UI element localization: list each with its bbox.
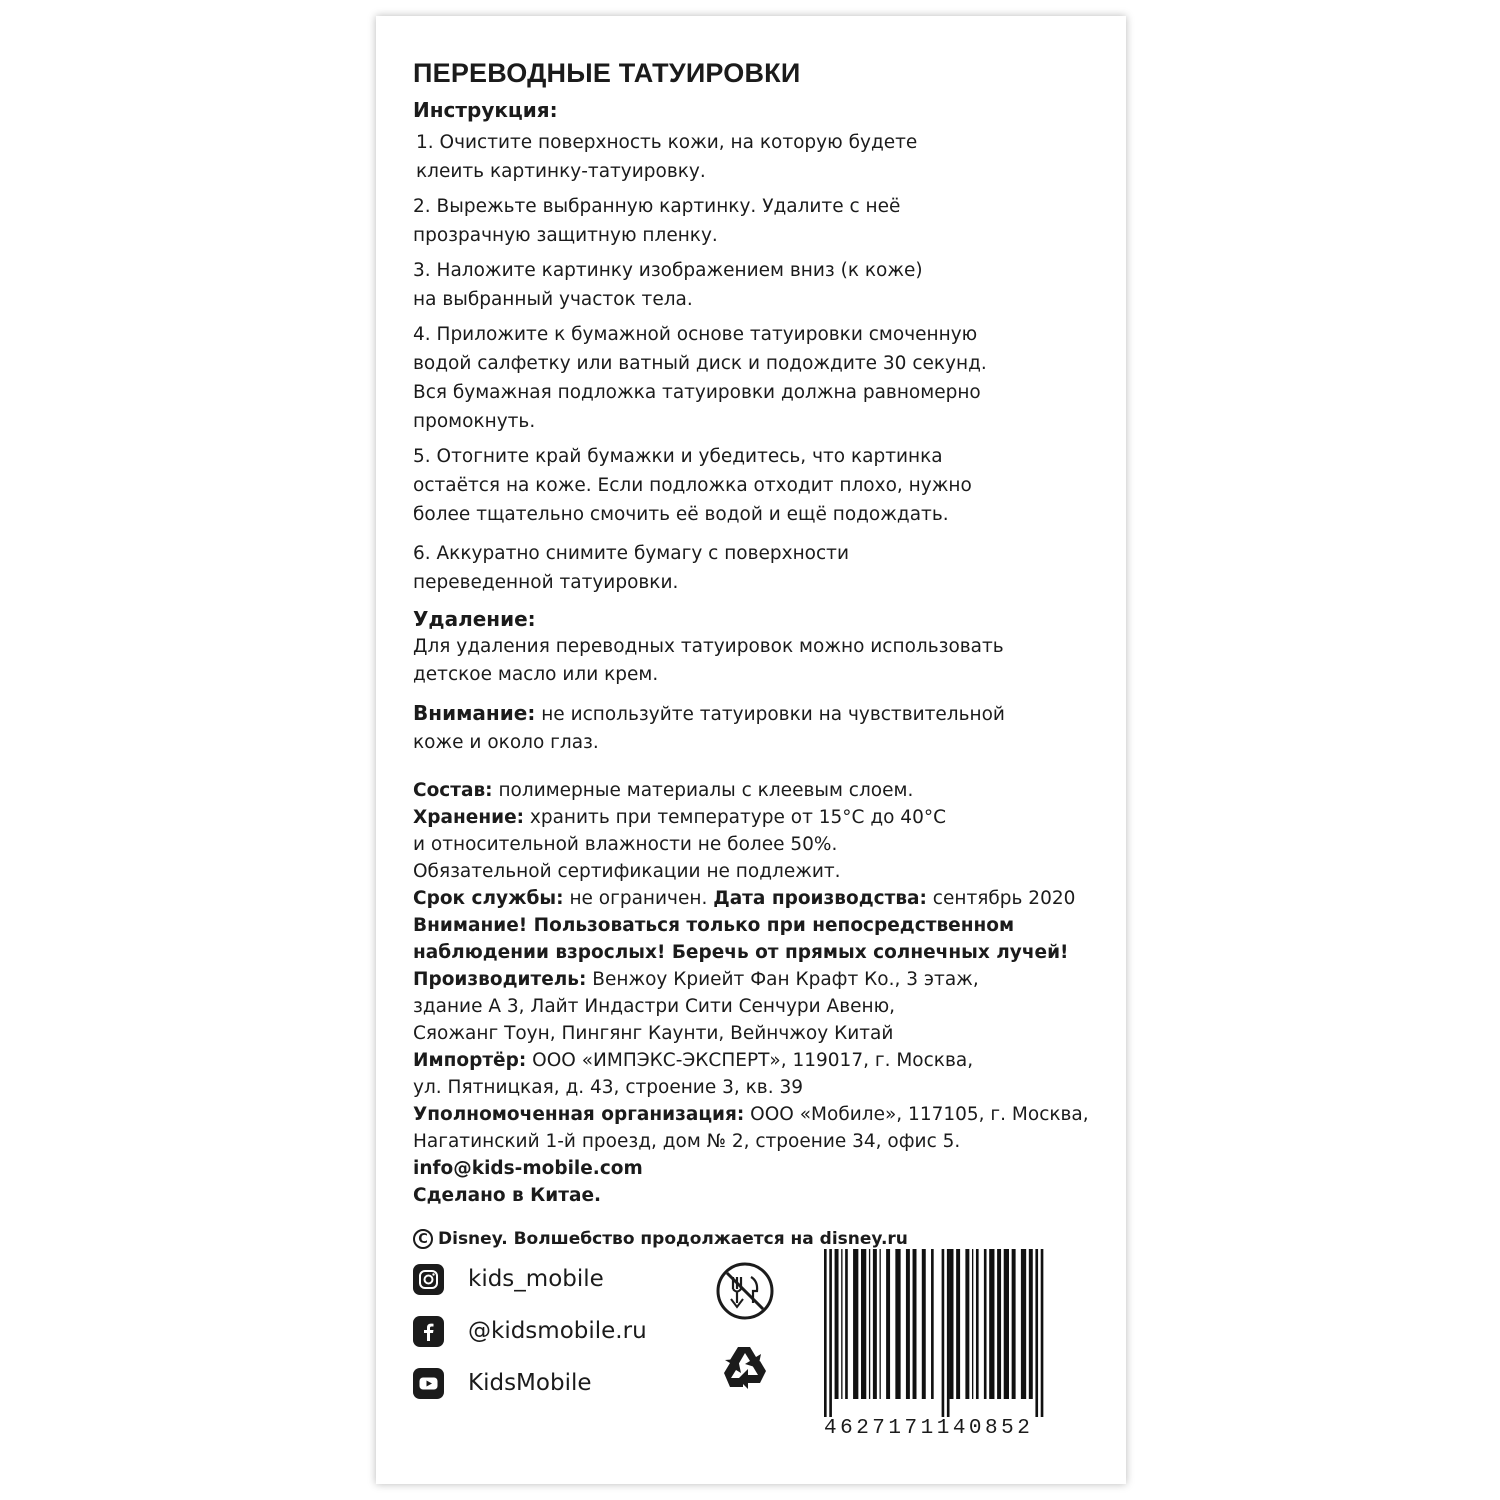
removal-section [413, 607, 1103, 689]
barcode-bar [931, 1249, 934, 1399]
barcode-bar [913, 1249, 917, 1399]
barcode [824, 1249, 1046, 1439]
barcode-bar [869, 1249, 870, 1399]
instruction-steps [413, 128, 1103, 597]
attention-section: Внимание: не используйте татуировки на чувствительной коже и около глаз. [413, 701, 1005, 753]
social-links [413, 1253, 647, 1409]
manufacturer-line: Производитель: Венжоу Криейт Фан Крафт Ко., 3 этаж, [413, 969, 979, 990]
composition-line: Состав: полимерные материалы с клеевым слоем. [413, 780, 914, 801]
instruction-step-5: 5. Отогните край бумажки и убедитесь, что картинка остаётся на коже. Если подложка отходит плохо, нужно более тщательно смочить её водой и ещё подождать. [413, 446, 972, 525]
storage-line: Хранение: хранить при температуре от 15°С до 40°С [413, 807, 947, 828]
facebook-icon [413, 1316, 444, 1347]
importer-line: Импортёр: ООО «ИМПЭКС-ЭКСПЕРТ», 119017, г. Москва, [413, 1050, 974, 1071]
barcode-bar [873, 1249, 877, 1399]
barcode-bar [1021, 1249, 1026, 1399]
copyright-icon: C [413, 1229, 433, 1249]
authorized-line: Уполномоченная организация: ООО «Мобиле», 117105, г. Москва, [413, 1104, 1089, 1125]
social-item-facebook[interactable]: @kidsmobile.ru [413, 1305, 647, 1357]
label-card [376, 16, 1126, 1484]
barcode-bar [922, 1249, 926, 1399]
barcode-bar [906, 1249, 910, 1399]
barcode-bars [824, 1249, 1046, 1417]
barcode-bar [835, 1249, 839, 1399]
instruction-step-4: 4. Приложите к бумажной основе татуировки смоченную водой салфетку или ватный диск и подождите 30 секунд. Вся бумажная подложка татуировки должна равномерно промокнуть. [413, 324, 987, 432]
barcode-bar [1035, 1249, 1038, 1417]
barcode-bar [989, 1249, 994, 1399]
barcode-bar [824, 1249, 827, 1417]
service-line: Срок службы: не ограничен. Дата производства: сентябрь 2020 [413, 888, 1076, 909]
removal-text: Для удаления переводных татуировок можно использовать детское масло или крем. [413, 636, 1004, 685]
barcode-bar [886, 1249, 890, 1399]
barcode-bar [861, 1249, 866, 1399]
barcode-bar [1041, 1249, 1044, 1417]
attention-label: Внимание: [413, 701, 536, 725]
barcode-bar [841, 1249, 842, 1399]
barcode-bar [956, 1249, 960, 1399]
barcode-bar [950, 1249, 954, 1399]
certification-line: Обязательной сертификации не подлежит. [413, 861, 841, 882]
label-content [413, 58, 1103, 1249]
youtube-icon [413, 1368, 444, 1399]
barcode-bar [997, 1249, 1001, 1399]
product-info: Состав: полимерные материалы с клеевым слоем. Хранение: хранить при температуре от 15°С до 40°С и относительной влажности не более 50%. Обязательной сертификации не подлежит. Срок службы: не ограничен. Дата производства: сентябрь 2020 Внимание! Пользоваться только при непосредственном наблюдении взрослых! Беречь от прямых солнечных лучей! Производитель: Венжоу Криейт Фан Крафт Ко., 3 этаж, здание А 3, Лайт Индастри Сити Сенчури Авеню, Сяожанг Тоун, Пингянг Каунти, Вейнчжоу Китай Импортёр: ООО «ИМПЭКС-ЭКСПЕРТ», 119017, г. Москва, ул. Пятницкая, д. 43, строение 3, кв. 39 Уполномоченная организация: ООО «Мобиле», 117105, г. Москва, Нагатинский 1-й проезд, дом № 2, строение 34, офис 5. info@kids-mobile.com Сделано в Китае. [413, 777, 1103, 1209]
barcode-bar [853, 1249, 858, 1399]
barcode-bar [984, 1249, 987, 1399]
social-item-instagram[interactable]: kids_mobile [413, 1253, 647, 1305]
barcode-bar [1004, 1249, 1009, 1399]
removal-heading: Удаление: [413, 607, 536, 631]
social-item-youtube[interactable]: KidsMobile [413, 1357, 647, 1409]
barcode-bar [829, 1249, 832, 1417]
instruction-step-3: 3. Наложите картинку изображением вниз (к коже) на выбранный участок тела. [413, 260, 923, 310]
barcode-bar [895, 1249, 900, 1399]
barcode-bar [976, 1249, 979, 1399]
recycle-icon [716, 1339, 774, 1397]
warning-line: Внимание! Пользоваться только при непосредственном [413, 915, 1015, 936]
instagram-icon [413, 1264, 444, 1295]
instruction-step-6: 6. Аккуратно снимите бумагу с поверхности переведенной татуировки. [413, 543, 849, 593]
barcode-bar [942, 1249, 945, 1417]
made-in-line: Сделано в Китае. [413, 1185, 602, 1206]
barcode-bar [972, 1249, 973, 1399]
barcode-bar [1029, 1249, 1033, 1399]
instruction-heading: Инструкция: [413, 98, 558, 122]
not-for-food-icon [713, 1259, 777, 1323]
disney-line: C Disney. Волшебство продолжается на disney.ru [413, 1229, 1103, 1249]
barcode-bar [1012, 1249, 1016, 1399]
barcode-bar [880, 1249, 881, 1399]
barcode-bar [947, 1249, 950, 1417]
attention-text: не используйте татуировки на чувствительной [535, 704, 1005, 725]
email-link[interactable]: info@kids-mobile.com [413, 1158, 643, 1179]
page-title: ПЕРЕВОДНЫЕ ТАТУИРОВКИ [413, 58, 801, 88]
barcode-bar [845, 1249, 848, 1399]
barcode-number: 4627171140852 [824, 1417, 1034, 1440]
instruction-step-2: 2. Вырежьте выбранную картинку. Удалите с неё прозрачную защитную пленку. [413, 196, 901, 246]
instruction-step-1: 1. Очистите поверхность кожи, на которую будете клеить картинку-татуировку. [416, 132, 918, 182]
barcode-bar [965, 1249, 969, 1399]
